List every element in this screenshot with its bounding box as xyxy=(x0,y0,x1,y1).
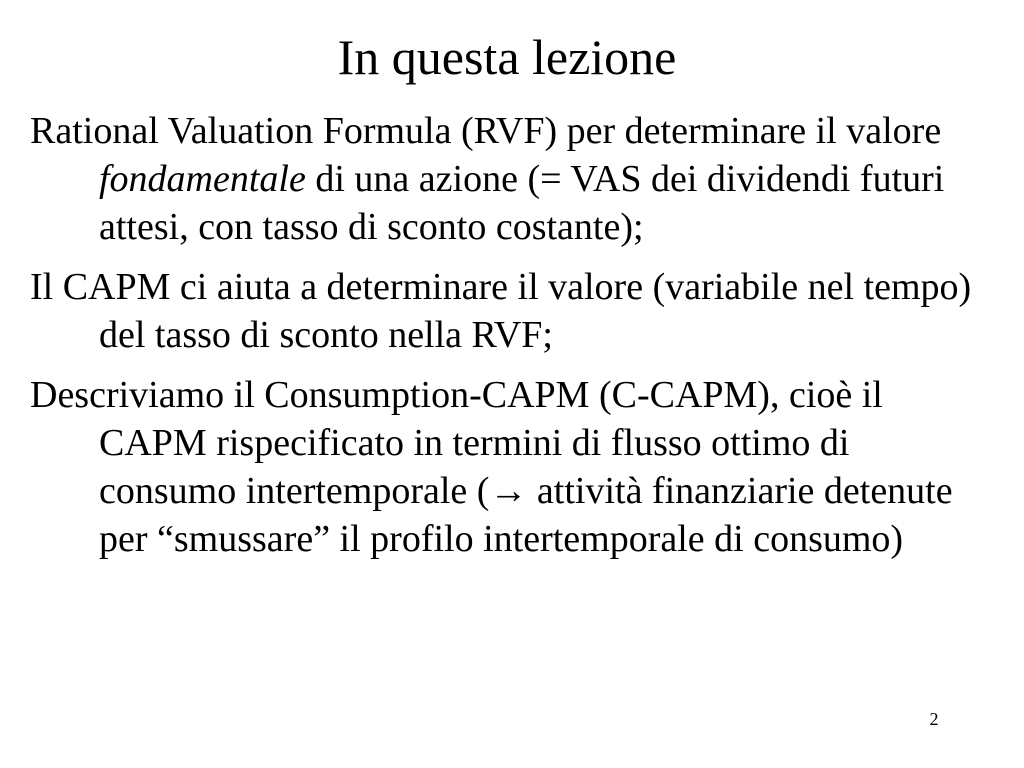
bullet-list xyxy=(30,107,990,575)
bullet-text: Descriviamo il Consumption-CAPM (C-CAPM), cioè il CAPM rispecificato in termini di flusso ottimo di consumo intertemporale (→ attività finanziarie detenute per “smussare” il profilo intertemporale di consumo) xyxy=(30,374,953,560)
bullet-text: Il CAPM ci aiuta a determinare il valore (variabile nel tempo) del tasso di sconto nella RVF; xyxy=(30,266,972,356)
bullet-text-before: Rational Valuation Formula (RVF) per determinare il valore xyxy=(30,110,942,152)
bullet-text-after: di una azione (= VAS dei dividendi futuri attesi, con tasso di sconto costante); xyxy=(99,158,945,248)
bullet-item-rvf xyxy=(30,107,990,251)
bullet-emphasis: fondamentale xyxy=(99,158,306,200)
bullet-item-ccapm xyxy=(30,371,990,563)
page-number: 2 xyxy=(929,709,939,729)
slide-title: In questa lezione xyxy=(337,29,677,85)
bullet-item-capm xyxy=(30,263,990,359)
